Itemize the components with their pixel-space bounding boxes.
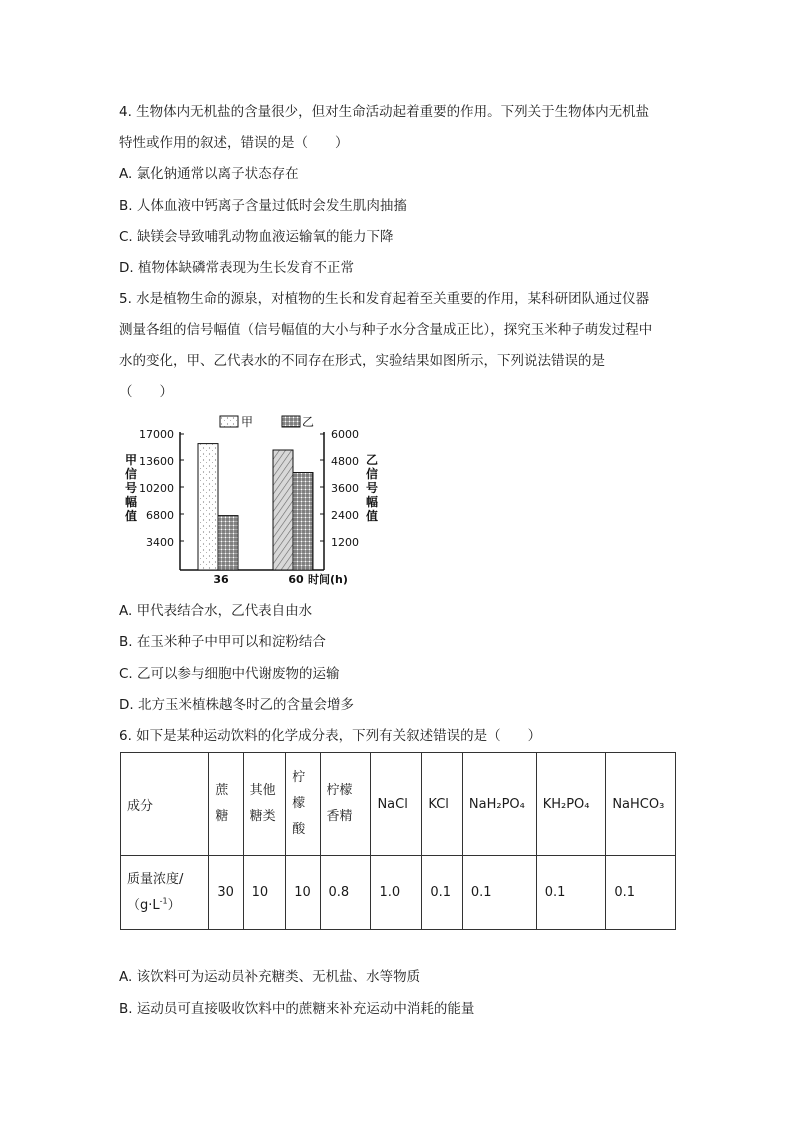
table-cell: 0.1 — [422, 856, 463, 930]
table-cell: 30 — [209, 856, 243, 930]
table-cell: 0.1 — [606, 856, 676, 930]
bar-yi-60 — [293, 473, 313, 570]
table-cell: 0.1 — [536, 856, 606, 930]
table-col-header: KH₂PO₄ — [536, 753, 606, 856]
water-signal-chart — [118, 410, 380, 590]
q5-option-d: D. 北方玉米植株越冬时乙的含量会增多 — [119, 697, 354, 713]
q4-stem-line-2: 特性或作用的叙述，错误的是（ ） — [119, 135, 349, 151]
q4-stem-line-1: 4. 生物体内无机盐的含量很少，但对生命活动起着重要的作用。下列关于生物体内无机盐 — [119, 104, 650, 120]
table-cell: 1.0 — [371, 856, 422, 930]
right-tick-label: 6000 — [331, 428, 359, 441]
q6-option-a: A. 该饮料可为运动员补充糖类、无机盐、水等物质 — [119, 969, 421, 985]
table-col-header: 其他 糖类 — [243, 753, 286, 856]
legend-label-jia: 甲 — [241, 415, 254, 429]
q5-option-c: C. 乙可以参与细胞中代谢废物的运输 — [119, 666, 340, 682]
left-tick-label: 10200 — [139, 482, 174, 495]
bar-yi-36 — [218, 516, 238, 570]
q5-stem-line-3: 水的变化，甲、乙代表水的不同存在形式，实验结果如图所示，下列说法错误的是 — [119, 353, 605, 369]
table-row-label: 质量浓度/ $(g\cdot L^{-1})$ — [121, 856, 209, 930]
table-col-header: 柠 檬 酸 — [286, 753, 320, 856]
table-col-header: NaCl — [371, 753, 422, 856]
left-tick-label: 13600 — [139, 455, 174, 468]
table-col-header: KCl — [422, 753, 463, 856]
table-col-header: NaHCO₃ — [606, 753, 676, 856]
table-header-row — [121, 753, 676, 856]
table-cell: 0.8 — [320, 856, 371, 930]
bar-jia-36 — [198, 444, 218, 570]
left-axis-title: 甲信号幅值 — [124, 453, 138, 523]
right-tick-label: 3600 — [331, 482, 359, 495]
right-tick-label: 4800 — [331, 455, 359, 468]
x-axis-title: 时间(h) — [308, 573, 348, 586]
right-tick-label: 1200 — [331, 536, 359, 549]
table-cell: 0.1 — [462, 856, 536, 930]
legend-swatch-jia — [220, 416, 238, 427]
q4-option-b: B. 人体血液中钙离子含量过低时会发生肌肉抽搐 — [119, 198, 407, 214]
q6-option-b: B. 运动员可直接吸收饮料中的蔗糖来补充运动中消耗的能量 — [119, 1001, 475, 1017]
composition-table — [120, 752, 676, 930]
right-ticks — [320, 428, 359, 549]
table-row — [121, 856, 676, 930]
legend-swatch-yi — [282, 416, 300, 427]
q6-stem: 6. 如下是某种运动饮料的化学成分表，下列有关叙述错误的是（ ） — [119, 728, 542, 744]
table-col-header: 柠檬 香精 — [320, 753, 371, 856]
q5-stem-line-1: 5. 水是植物生命的源泉，对植物的生长和发育起着至关重要的作用，某科研团队通过仪器 — [119, 291, 650, 307]
table-col-header: NaH₂PO₄ — [462, 753, 536, 856]
bar-jia-60 — [273, 450, 293, 570]
q5-stem-line-2: 测量各组的信号幅值（信号幅值的大小与种子水分含量成正比），探究玉米种子萌发过程中 — [119, 322, 653, 338]
x-category-label: 60 — [288, 573, 304, 586]
left-tick-label: 6800 — [146, 509, 174, 522]
q4-option-c: C. 缺镁会导致哺乳动物血液运输氧的能力下降 — [119, 229, 394, 245]
table-cell: 10 — [243, 856, 286, 930]
q4-option-a: A. 氯化钠通常以离子状态存在 — [119, 166, 299, 182]
table-cell: 10 — [286, 856, 320, 930]
q4-option-d: D. 植物体缺磷常表现为生长发育不正常 — [119, 260, 354, 276]
legend-label-yi: 乙 — [302, 415, 315, 429]
bars-group — [198, 444, 313, 570]
left-ticks — [139, 428, 184, 549]
x-category-label: 36 — [213, 573, 229, 586]
table-col-header: 蔗 糖 — [209, 753, 243, 856]
q5-option-a: A. 甲代表结合水，乙代表自由水 — [119, 603, 313, 619]
chart-legend — [220, 415, 314, 429]
q5-stem-line-4: （ ） — [119, 384, 173, 400]
q5-option-b: B. 在玉米种子中甲可以和淀粉结合 — [119, 634, 326, 650]
left-tick-label: 17000 — [139, 428, 174, 441]
right-tick-label: 2400 — [331, 509, 359, 522]
table-header-label: 成分 — [121, 753, 209, 856]
right-axis-title: 乙信号幅值 — [365, 453, 379, 523]
left-tick-label: 3400 — [146, 536, 174, 549]
